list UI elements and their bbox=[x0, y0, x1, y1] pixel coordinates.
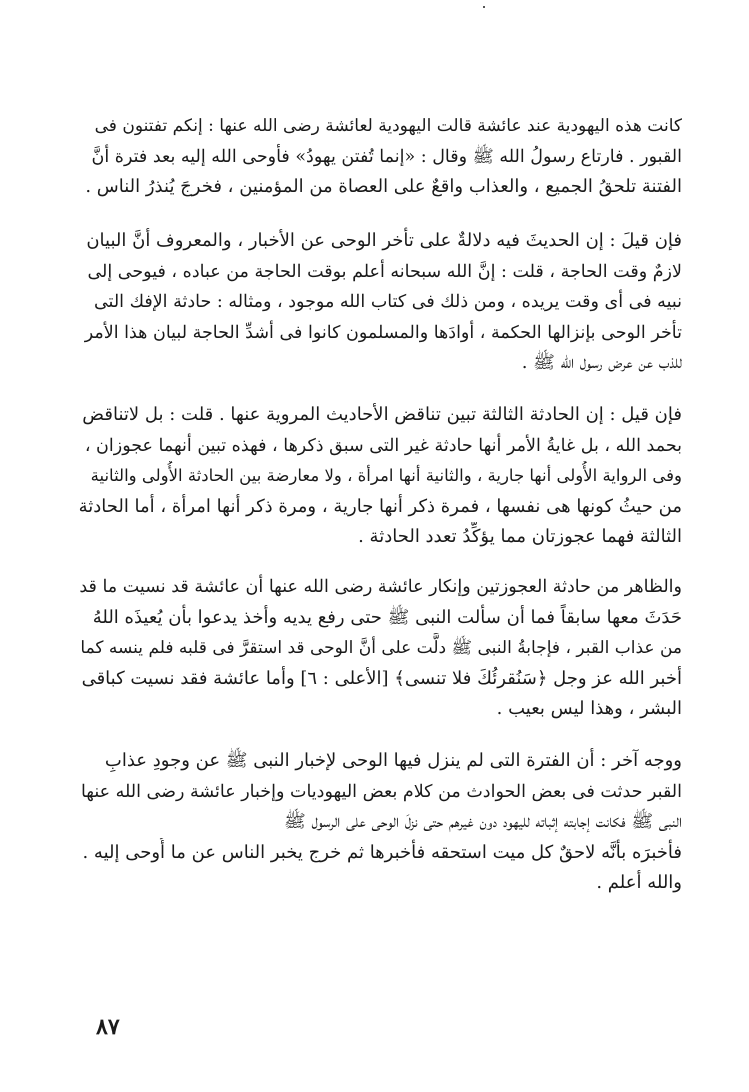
text-line: فأخبرَه بأنَّه لاحقٌ كل ميت استحقه فأخبرها ثم خرج يخبر الناس عن ما أُوحى إليه . bbox=[82, 841, 682, 863]
text-line: البشر ، وهذا ليس بعيب . bbox=[496, 698, 682, 719]
text-line: وفى الرواية الأُولى أنها جارية ، والثانية أنها امرأة ، ولا معارضة بين الحادثة الأُولى والثانية bbox=[90, 466, 682, 485]
text-line: بحمد الله ، بل غايةُ الأمر أنها حادثة غير التى سبق ذكرها ، فهذه تبين أنهما عجوزان ، bbox=[84, 435, 682, 456]
text-line: للذب عن عرض رسول الله ﷺ . bbox=[521, 352, 682, 373]
paragraph-5 bbox=[78, 746, 682, 899]
scan-mark bbox=[483, 6, 485, 8]
text-line: القبور . فارتاع رسولُ الله ﷺ وقال : «إنما تُفتن يهودُ» فأوحى الله إليه بعد فترة أنَّ bbox=[91, 146, 682, 167]
text-line: الفتنة تلحقُ الجميع ، والعذاب واقعٌ على العصاة من المؤمنين ، فخرجَ يُنذرُ الناس . bbox=[85, 176, 682, 197]
paragraph-3 bbox=[78, 400, 682, 553]
text-line: كانت هذه اليهودية عند عائشة قالت اليهودية لعائشة رضى الله عنها : إنكم تفتنون فى bbox=[94, 116, 682, 136]
text-line: والله أعلم . bbox=[596, 872, 682, 893]
text-line: القبر حدثت فى بعض الحوادث من كلام بعض اليهوديات وإخبار عائشة رضى الله عنها bbox=[80, 781, 682, 802]
text-line: تأخر الوحى بإنزالها الحكمة ، أوادَها والمسلمون كانوا فى أشدِّ الحاجة لبيان هذا الأمر bbox=[84, 322, 682, 343]
paragraph-1 bbox=[78, 111, 682, 203]
paragraph-4 bbox=[78, 572, 682, 725]
text-line: نبيه فى أى وقت يريده ، ومن ذلك فى كتاب الله موجود ، ومثاله : حادثة الإفك التى bbox=[93, 292, 682, 312]
page-number: ٨٧ bbox=[96, 1014, 120, 1040]
text-line: لازمٌ وقت الحاجة ، قلت : إنَّ الله سبحانه أعلم بوقت الحاجة من عباده ، فيوحى إلى bbox=[87, 261, 682, 282]
text-line: فإن قيل : إن الحادثة الثالثة تبين تناقض الأحاديث المروية عنها . قلت : بل لاتناقض bbox=[82, 404, 682, 425]
text-line: الثالثة فهما عجوزتان مما يؤكِّدُ تعدد الحادثة . bbox=[358, 526, 682, 547]
text-line: فإن قيلَ : إن الحديثَ فيه دلالةٌ على تأخر الوحى عن الأخبار ، والمعروف أنَّ البيان bbox=[86, 230, 682, 251]
text-line: أخبر الله عز وجل ﴿سَنُقرئُكَ فلا تنسى﴾ [الأعلى : ٦] وأما عائشة فقد نسيت كباقى bbox=[81, 667, 682, 689]
text-line: حَدَثَ معها سابقاً فما أن سألت النبى ﷺ حتى رفع يديه وأخذ يدعوا بأن يُعيذَه اللهُ bbox=[92, 606, 682, 628]
text-line: ووجه آخر : أن الفترة التى لم ينزل فيها الوحى لإخبار النبى ﷺ عن وجودِ عذابِ bbox=[104, 750, 682, 771]
text-line: من عذاب القبر ، فإجابةُ النبى ﷺ دلَّت على أنَّ الوحى قد استقرَّ فى قلبه فلم ينسه كما bbox=[80, 638, 682, 658]
text-line: من حيثُ كونها هى نفسها ، فمرة ذكر أنها جارية ، ومرة ذكر أنها امرأة ، أما الحادثة bbox=[78, 495, 682, 517]
paragraph-2 bbox=[78, 226, 682, 379]
text-line: والظاهر من حادثة العجوزتين وإنكار عائشة رضى الله عنها أن عائشة قد نسيت ما قد bbox=[79, 577, 682, 597]
text-line: النبى ﷺ فكانت إجابته إثباته لليهود دون غيرهم حتى نزلَ الوحى على الرسول ﷺ bbox=[284, 811, 682, 832]
